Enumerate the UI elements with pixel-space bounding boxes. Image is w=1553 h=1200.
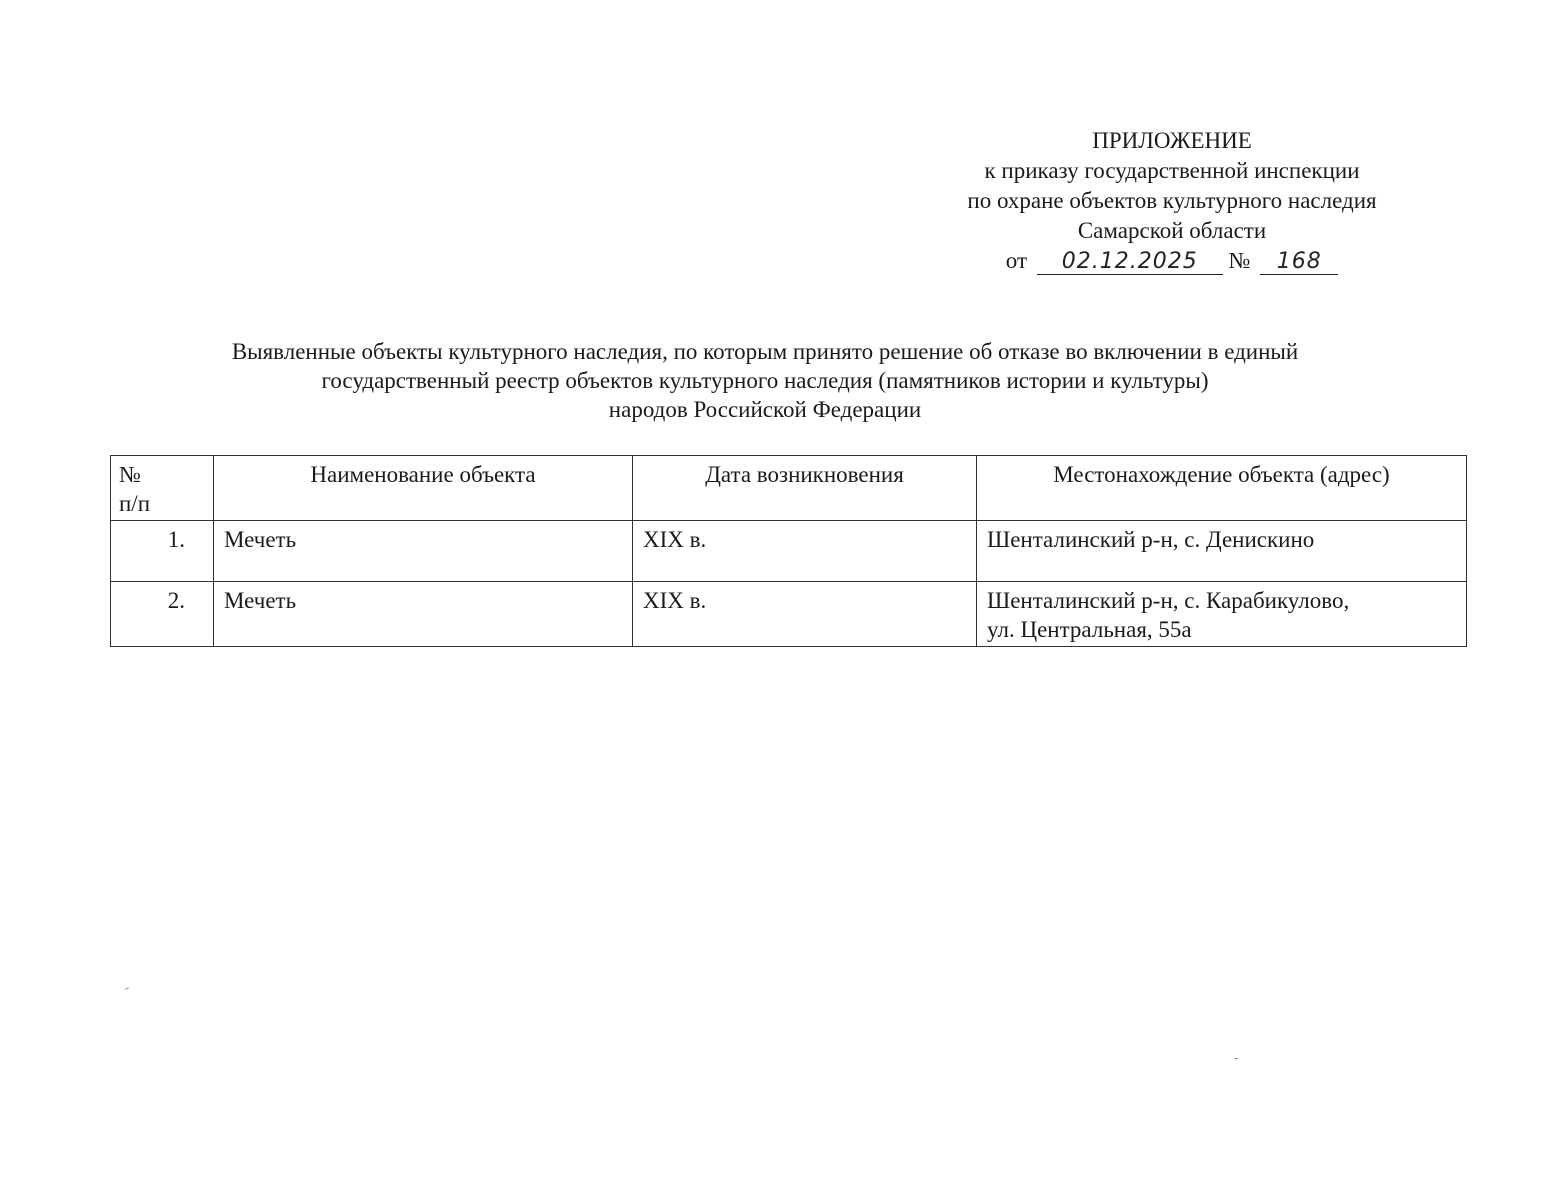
header-number bbox=[111, 456, 214, 521]
row-date: XIX в. bbox=[633, 582, 977, 647]
appendix-line-1: к приказу государственной инспекции bbox=[984, 158, 1360, 183]
table-row bbox=[111, 582, 1467, 647]
table-header-row bbox=[111, 456, 1467, 521]
appendix-line-3: Самарской области bbox=[1077, 218, 1267, 243]
row-location-line-1: Шенталинский р-н, с. Денискино bbox=[987, 527, 1315, 552]
row-location bbox=[977, 521, 1467, 582]
scan-speck bbox=[1235, 1058, 1238, 1059]
number-label: № bbox=[1228, 248, 1251, 273]
title-line-2: государственный реестр объектов культурного наследия (памятников истории и культуры) bbox=[321, 368, 1209, 393]
order-reference bbox=[920, 246, 1424, 276]
header-date: Дата возникновения bbox=[633, 456, 977, 521]
row-location bbox=[977, 582, 1467, 647]
row-location-line-2: ул. Центральная, 55а bbox=[987, 617, 1192, 642]
row-name: Мечеть bbox=[214, 582, 633, 647]
title-line-3: народов Российской Федерации bbox=[608, 397, 922, 422]
from-label: от bbox=[1005, 248, 1028, 273]
handwritten-date: 02.12.2025 bbox=[1037, 250, 1223, 275]
scan-speck bbox=[125, 987, 129, 990]
row-number: 2. bbox=[111, 582, 214, 647]
row-name: Мечеть bbox=[214, 521, 633, 582]
header-number-sign: № bbox=[119, 462, 141, 487]
table-row bbox=[111, 521, 1467, 582]
appendix-block bbox=[920, 126, 1424, 276]
handwritten-number: 168 bbox=[1260, 250, 1338, 275]
objects-table bbox=[110, 455, 1467, 647]
header-location: Местонахождение объекта (адрес) bbox=[977, 456, 1467, 521]
appendix-line-2: по охране объектов культурного наследия bbox=[967, 188, 1377, 213]
document-title bbox=[100, 337, 1430, 424]
row-date: XIX в. bbox=[633, 521, 977, 582]
header-name: Наименование объекта bbox=[214, 456, 633, 521]
header-number-pp: п/п bbox=[119, 491, 151, 516]
row-number: 1. bbox=[111, 521, 214, 582]
appendix-heading: ПРИЛОЖЕНИЕ bbox=[1092, 128, 1252, 153]
title-line-1: Выявленные объекты культурного наследия, по которым принято решение об отказе во включении в единый bbox=[231, 339, 1299, 364]
row-location-line-1: Шенталинский р-н, с. Карабикулово, bbox=[987, 588, 1350, 613]
